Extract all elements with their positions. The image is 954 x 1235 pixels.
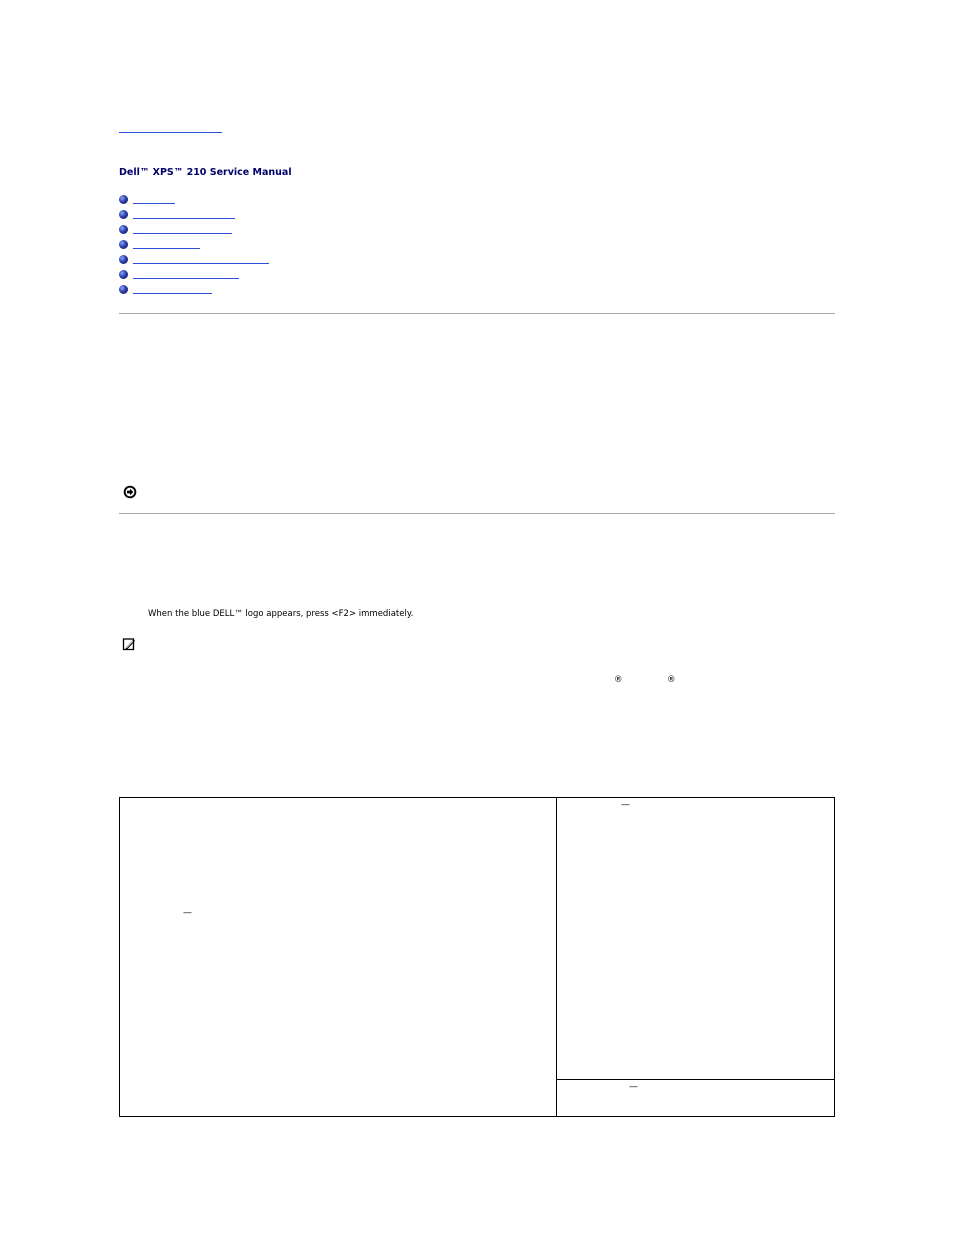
manual-title: Dell™ XPS™ 210 Service Manual — [119, 167, 292, 178]
registered-mark: ® — [614, 675, 623, 685]
toc-link[interactable] — [133, 248, 200, 249]
toc-item[interactable] — [119, 238, 319, 252]
bullet-icon — [119, 285, 128, 294]
bios-screen-illustration — [119, 797, 835, 1117]
bullet-icon — [119, 255, 128, 264]
toc-link[interactable] — [133, 233, 232, 234]
bios-dash: — — [183, 908, 192, 918]
toc-link[interactable] — [133, 218, 235, 219]
toc-item[interactable] — [119, 193, 319, 207]
notice-icon — [123, 485, 137, 499]
bullet-icon — [119, 270, 128, 279]
toc-link[interactable] — [133, 263, 269, 264]
toc-item[interactable] — [119, 283, 319, 297]
toc-item[interactable] — [119, 223, 319, 237]
toc-link[interactable] — [133, 203, 175, 204]
step-press-f2: When the blue DELL™ logo appears, press <F2> immediately. — [148, 609, 414, 619]
bios-dash: — — [621, 800, 630, 810]
bullet-icon — [119, 240, 128, 249]
back-to-contents-link[interactable] — [119, 118, 222, 133]
toc-item[interactable] — [119, 268, 319, 282]
toc-link[interactable] — [133, 278, 239, 279]
bios-help-divider — [556, 1079, 835, 1080]
bullet-icon — [119, 195, 128, 204]
toc-item[interactable] — [119, 208, 319, 222]
section-divider — [119, 513, 835, 514]
toc-item[interactable] — [119, 253, 319, 267]
registered-mark: ® — [667, 675, 676, 685]
bios-panel-divider — [556, 797, 557, 1117]
bullet-icon — [119, 210, 128, 219]
toc-link[interactable] — [133, 293, 212, 294]
bios-dash: — — [629, 1082, 638, 1092]
section-divider — [119, 313, 835, 314]
bullet-icon — [119, 225, 128, 234]
note-icon — [122, 637, 136, 651]
